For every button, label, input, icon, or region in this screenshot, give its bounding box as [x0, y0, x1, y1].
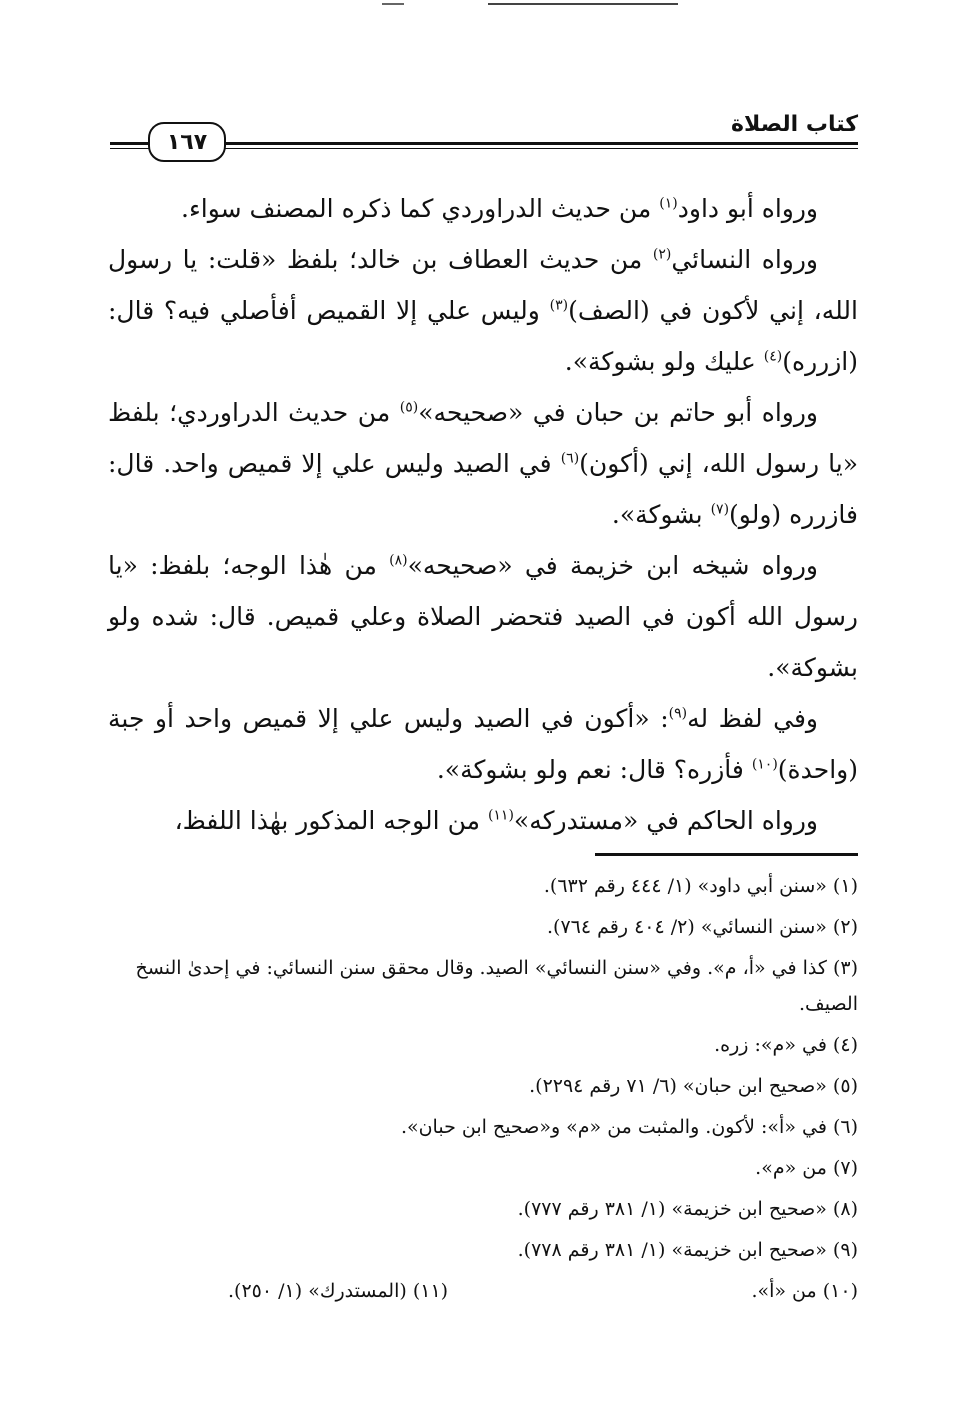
- footnote-ref: (٩): [668, 705, 688, 722]
- footnote: (٣) كذا في «أ، م». وفي «سنن النسائي» الصيد. وقال محقق سنن النسائي: في إحدىٰ النسخ الصيف.: [135, 957, 858, 1015]
- footnote-ref: (٥): [399, 399, 419, 416]
- footnote-ref: (٨): [389, 552, 408, 569]
- running-header: [110, 108, 858, 166]
- paragraph: ورواه أبو حاتم بن حبان في «صحيحه»$^{(٥)}$ من حديث الدراوردي؛ بلفظ «يا رسول الله، إني (أكون)$^{(٦)}$ في الصيد وليس علي إلا قميص واحد. قال: فازرره (ولو)$^{(٧)}$ بشوكة».: [108, 398, 858, 529]
- footnote: (٩) «صحيح ابن خزيمة» (١/ ٣٨١ رقم ٧٧٨).: [517, 1239, 858, 1261]
- paragraph: ورواه أبو داود$^{(١)}$ من حديث الدراوردي كما ذكره المصنف سواء.: [181, 194, 818, 223]
- footnote-ref: (١): [659, 195, 678, 212]
- footnote-ref: (٧): [710, 501, 730, 518]
- paragraph: ورواه الحاكم في «مستدركه»$^{(١١)}$ من الوجه المذكور بهٰذا اللفظ،: [174, 806, 818, 835]
- footnote-ref: (٦): [560, 450, 580, 467]
- footnote-ref: (١١): [487, 807, 514, 824]
- paragraph: وفي لفظ له$^{(٩)}$: «أكون في الصيد وليس علي إلا قميص واحد أو جبة (واحدة)$^{(١٠)}$ فأزره؟ قال: نعم ولو بشوكة».: [108, 704, 858, 784]
- footnote-row: [108, 1273, 858, 1309]
- footnote: (٤) في «م»: زره.: [714, 1034, 858, 1056]
- footnotes: [108, 868, 858, 1314]
- footnote: (٢) «سنن النسائي» (٢/ ٤٠٤ رقم ٧٦٤).: [547, 916, 858, 938]
- paragraph: ورواه شيخه ابن خزيمة في «صحيحه»$^{(٨)}$ من هٰذا الوجه؛ بلفظ: «يا رسول الله أكون في الصيد فتحضر الصلاة وعلي قميص. قال: شده ولو بشوكة».: [108, 551, 858, 682]
- footnote: (٧) من «م».: [755, 1157, 858, 1179]
- footnote-ref: (٣): [549, 297, 569, 314]
- scan-mark: [382, 3, 404, 5]
- top-scan-marks: [0, 0, 979, 10]
- paragraph: ورواه النسائي$^{(٢)}$ من حديث العطاف بن خالد؛ بلفظ «قلت: يا رسول الله، إني لأكون في (الصف)$^{(٣)}$ وليس علي إلا القميص أفأصلي فيه؟ قال: (ازرره)$^{(٤)}$ عليك ولو بشوكة».: [108, 245, 858, 376]
- footnote: (١١) (المستدرك» (١/ ٢٥٠).: [228, 1280, 449, 1302]
- footnote-ref: (١٠): [751, 756, 778, 773]
- footnote: (١) «سنن أبي داود» (١/ ٤٤٤ رقم ٦٣٢).: [543, 875, 858, 897]
- footnote-ref: (٤): [763, 348, 783, 365]
- book-section-title: كتاب الصلاة: [731, 112, 858, 137]
- footnote-ref: (٢): [652, 246, 672, 263]
- footnote-separator: [595, 853, 858, 856]
- footnote: (٦) في «أ»: لأكون. والمثبت من «م» و«صحيح ابن حبان».: [400, 1116, 858, 1138]
- main-text: [108, 183, 858, 846]
- page-number: ١٦٧: [148, 122, 226, 162]
- footnote: (١٠) من «أ».: [751, 1280, 858, 1302]
- footnote: (٨) «صحيح ابن خزيمة» (١/ ٣٨١ رقم ٧٧٧).: [517, 1198, 858, 1220]
- footnote: (٥) «صحيح ابن حبان» (٦/ ٧١ رقم ٢٢٩٤).: [529, 1075, 858, 1097]
- scan-mark: [488, 3, 678, 5]
